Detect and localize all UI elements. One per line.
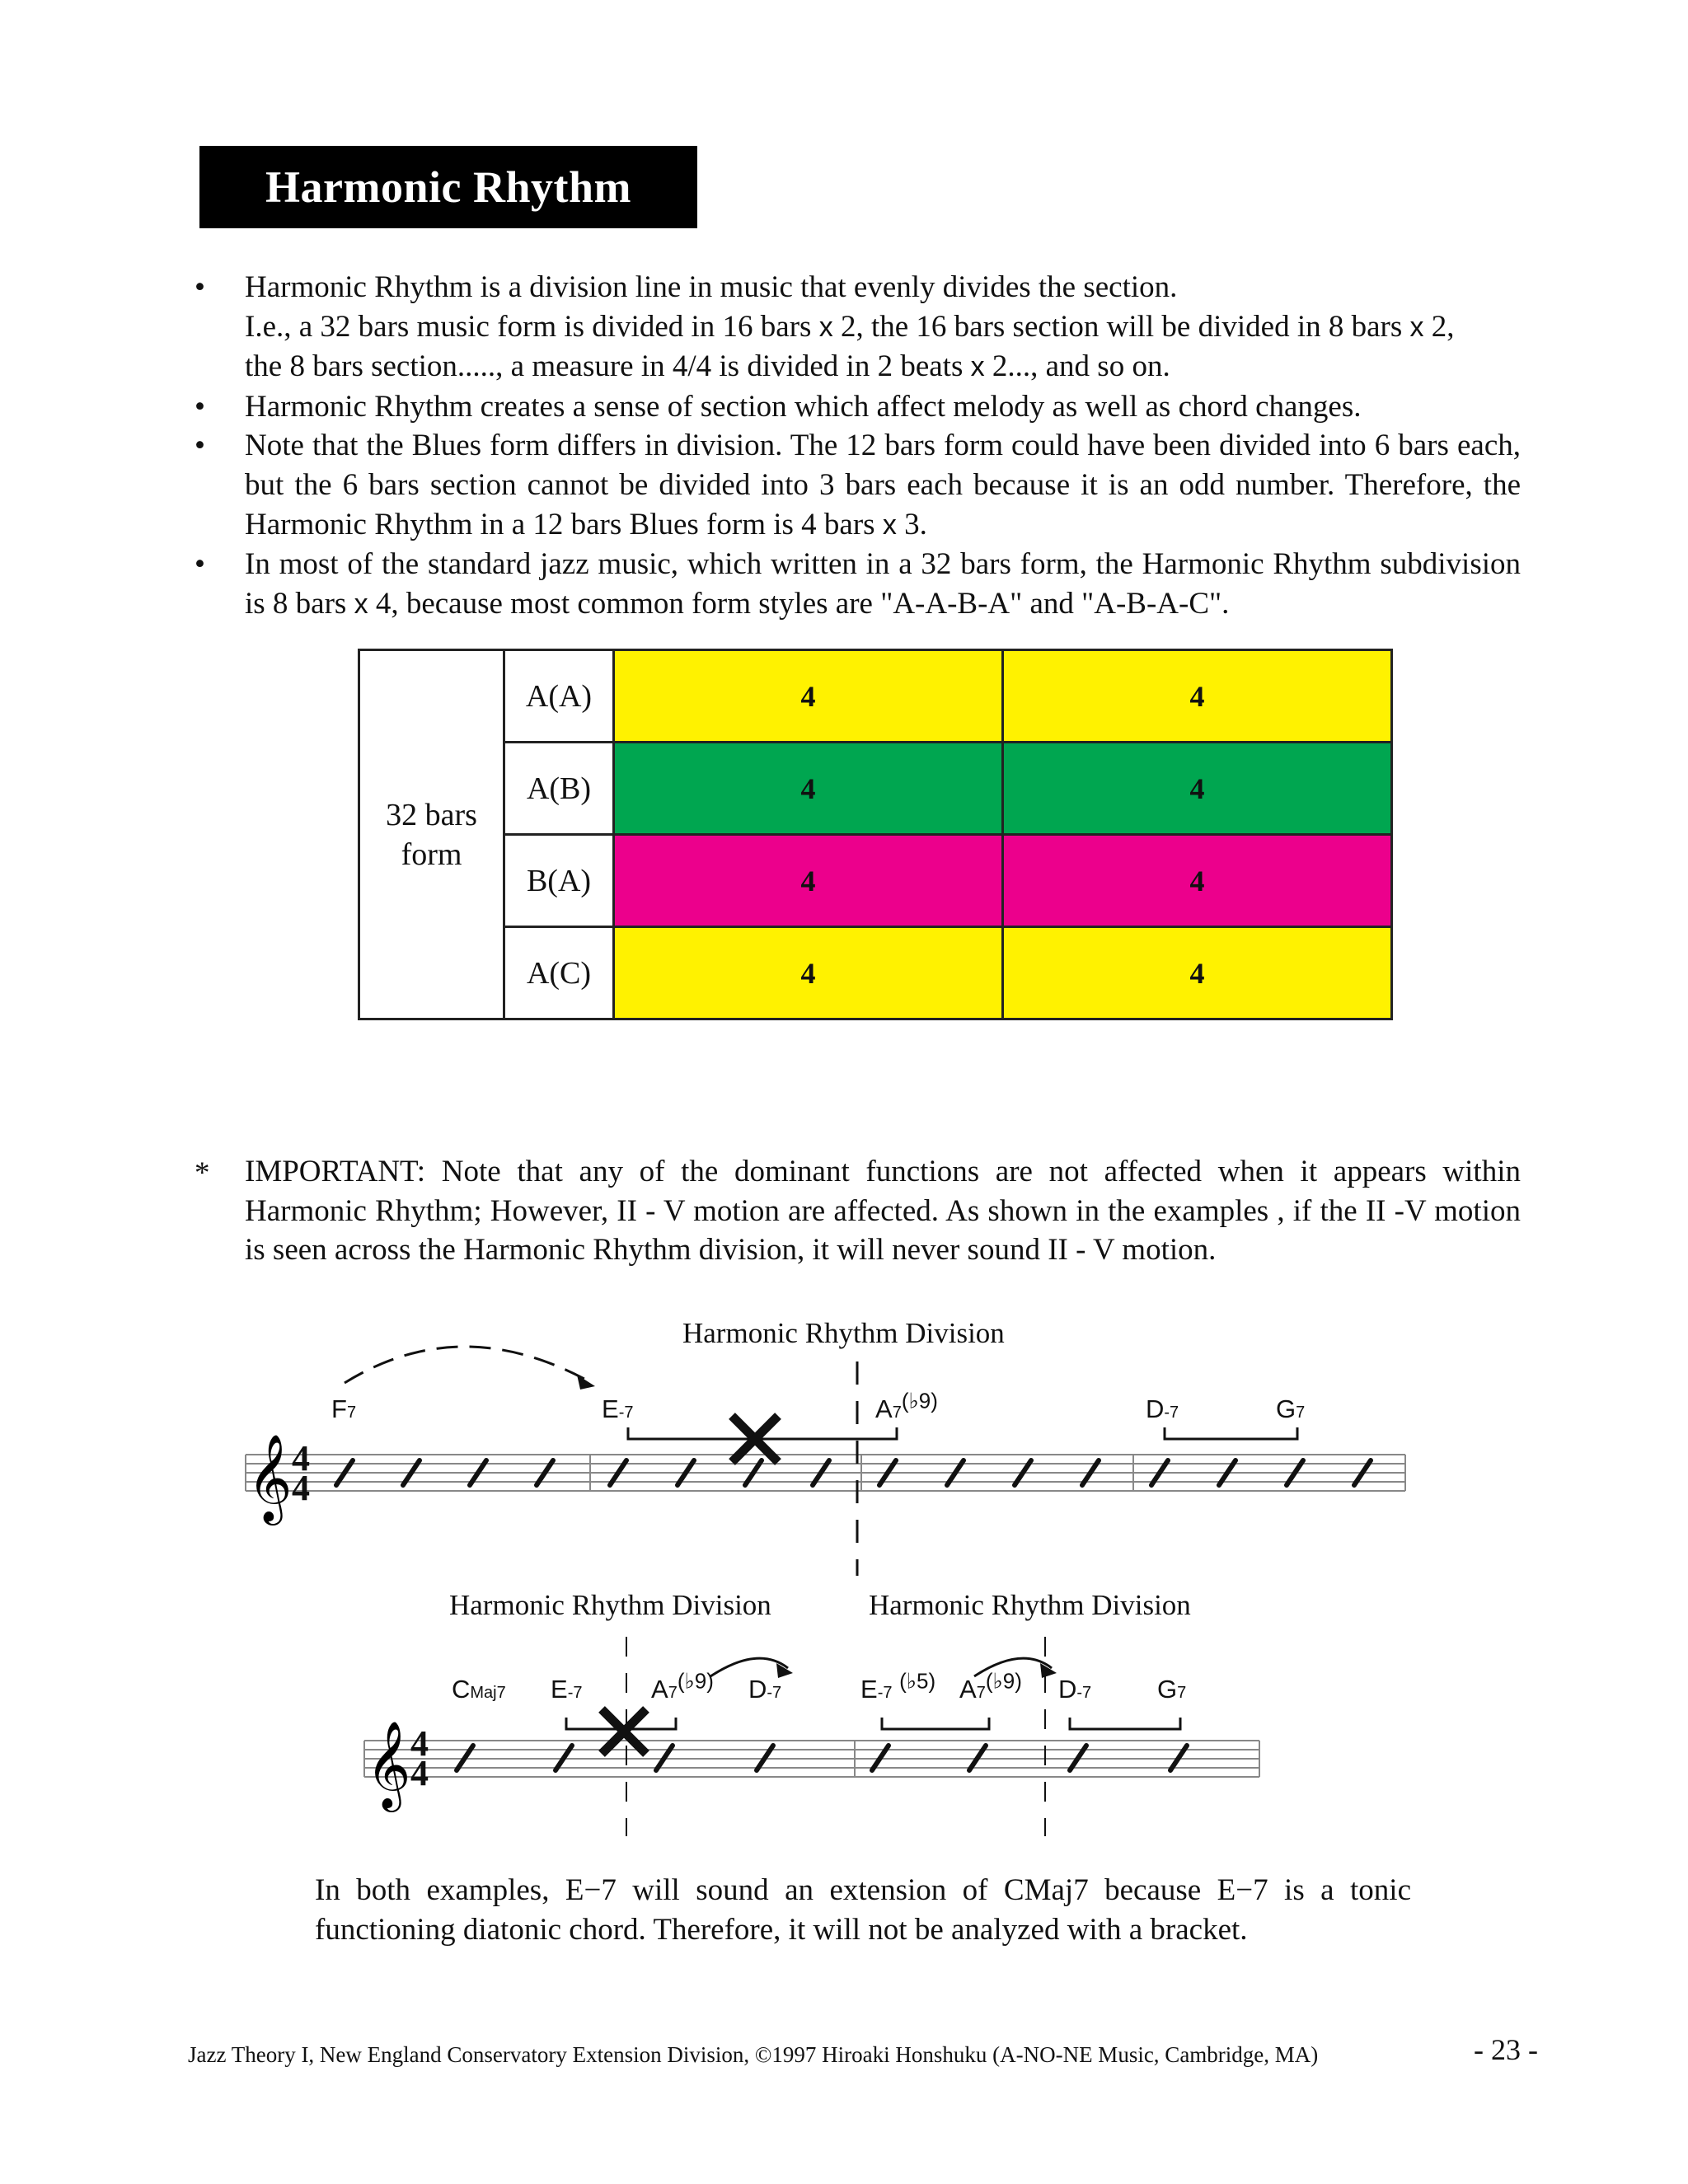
time-sig-bottom: 4: [410, 1753, 429, 1793]
chord-symbol: E-7: [602, 1394, 634, 1423]
form-label-line: 32 bars: [386, 797, 477, 832]
example2-brackets: [566, 1718, 1180, 1729]
chord-symbol: G7: [1276, 1394, 1306, 1423]
section-label: B(A): [504, 835, 614, 927]
chord-symbol: D-7: [1058, 1675, 1092, 1704]
section-label: A(A): [504, 650, 614, 743]
bullet-text: I.e., a 32 bars music form is divided in 16 bars: [245, 309, 819, 344]
time-signature: [410, 1723, 429, 1793]
example2-staff: [364, 1741, 1259, 1777]
section-label: A(C): [504, 927, 614, 1019]
example1-brackets: [628, 1427, 1297, 1439]
chord-symbol: $A7^{(♭9)}$: [875, 1388, 938, 1423]
asterisk-marker: *: [195, 1156, 210, 1190]
bars-cell: 4: [1003, 927, 1392, 1019]
multiply-sign: x: [818, 311, 833, 343]
chord-symbol: E-7 $^{(♭5)}$: [860, 1668, 936, 1704]
time-sig-bottom: 4: [292, 1468, 310, 1508]
footer-credit: Jazz Theory I, New England Conservatory Extension Division, ©1997 Hiroaki Honshuku (A-NO-NE Music, Cambridge, MA): [188, 2042, 1319, 2067]
dashed-arrow-icon: [345, 1347, 592, 1383]
multiply-sign: x: [882, 509, 897, 541]
harmonic-rhythm-division-label: Harmonic Rhythm Division: [682, 1317, 1005, 1349]
bullet-marker: •: [195, 270, 205, 304]
time-signature: [292, 1438, 310, 1508]
bullet-marker: •: [195, 429, 205, 463]
page-title: Harmonic Rhythm: [265, 162, 631, 212]
bullet-text: 2,: [1423, 309, 1455, 344]
chord-symbol: D-7: [1146, 1394, 1179, 1423]
chord-symbol: D-7: [748, 1675, 782, 1704]
bullet-text: In most of the standard jazz music, which written in a 32 bars form, the Harmonic Rhythm subdivision is 8 bars: [245, 547, 1521, 621]
arrowhead-icon: [577, 1375, 595, 1390]
important-text: IMPORTANT: Note that any of the dominant functions are not affected when it appears within Harmonic Rhythm; However, II - V motion are affected. As shown in the examples , if the II -V motion is seen across the Harmonic Rhythm division, it will never sound II - V motion.: [245, 1155, 1521, 1268]
harmonic-rhythm-division-label: Harmonic Rhythm Division: [869, 1589, 1191, 1621]
bullet-text: the 8 bars section....., a measure in 4/4 is divided in 2 beats: [245, 349, 971, 384]
bullet-text: 4, because most common form styles are "A-A-B-A" and "A-B-A-C".: [368, 586, 1230, 621]
chord-symbol: $A7^{(♭9)}$: [959, 1668, 1022, 1704]
bullet-text: Harmonic Rhythm is a division line in music that evenly divides the section.: [245, 270, 1178, 304]
arrow-icon: [710, 1658, 788, 1676]
chord-symbol: CMaj7: [452, 1675, 506, 1704]
bars-cell: 4: [1003, 743, 1392, 835]
bars-cell: 4: [1003, 650, 1392, 743]
bars-cell: 4: [614, 743, 1003, 835]
closing-paragraph: In both examples, E−7 will sound an extension of CMaj7 because E−7 is a tonic functioning diatonic chord. Therefore, it will not be analyzed with a bracket.: [315, 1873, 1411, 1947]
chord-symbol: E-7: [551, 1675, 583, 1704]
form-label-line: form: [401, 837, 462, 872]
multiply-sign: x: [970, 351, 985, 383]
bullet-marker: •: [195, 547, 205, 582]
treble-clef-icon: 𝄞: [247, 1433, 293, 1521]
chord-symbol: $A7^{(♭9)}$: [651, 1668, 714, 1704]
harmonic-rhythm-division-label: Harmonic Rhythm Division: [449, 1589, 771, 1621]
bars-cell: 4: [1003, 835, 1392, 927]
bullet-text: Harmonic Rhythm creates a sense of section which affect melody as well as chord changes.: [245, 389, 1362, 424]
multiply-sign: x: [1409, 311, 1424, 343]
bars-cell: 4: [614, 650, 1003, 743]
bars-cell: 4: [614, 835, 1003, 927]
chord-symbol: F7: [331, 1394, 357, 1423]
bullet-text: Note that the Blues form differs in division. The 12 bars form could have been divided into 6 bars each, but the 6 bars section cannot be divided into 3 bars each because it is an odd number. Therefore, the Harmonic Rhythm in a 12 bars Blues form is 4 bars: [245, 429, 1521, 541]
bullet-text: 2, the 16 bars section will be divided in 8 bars: [832, 309, 1410, 344]
cross-icon: [602, 1709, 646, 1754]
multiply-sign: x: [354, 588, 368, 620]
page-number: - 23 -: [1474, 2033, 1538, 2066]
time-sig-top: 4: [292, 1438, 310, 1479]
bullet-text: 3.: [896, 507, 927, 541]
section-label: A(B): [504, 743, 614, 835]
bullet-marker: •: [195, 389, 205, 424]
time-sig-top: 4: [410, 1723, 429, 1764]
chord-symbol: G7: [1157, 1675, 1187, 1704]
treble-clef-icon: 𝄞: [366, 1720, 411, 1808]
bars-cell: 4: [614, 927, 1003, 1019]
bullet-text: 2..., and so on.: [984, 349, 1170, 384]
